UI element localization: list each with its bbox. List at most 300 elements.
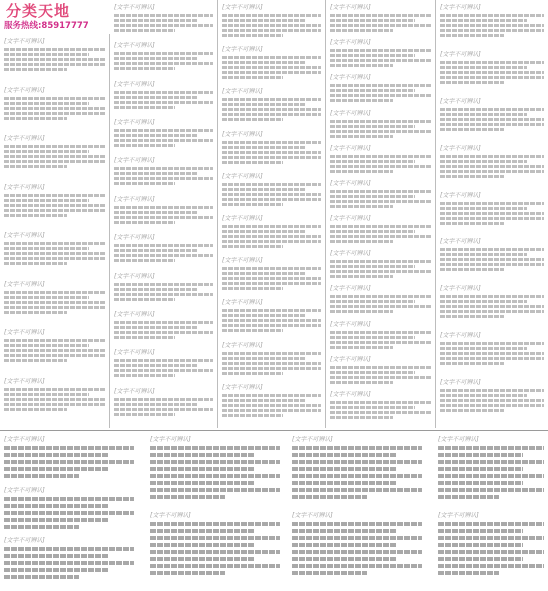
text-line-placeholder (330, 54, 415, 57)
classified-ad (114, 349, 213, 379)
text-line-placeholder (330, 310, 393, 313)
text-line-placeholder (330, 135, 393, 138)
text-line-placeholder (4, 68, 67, 71)
text-line-placeholder (330, 235, 431, 238)
text-line-placeholder (4, 453, 108, 457)
text-line-placeholder (330, 401, 431, 404)
text-line-placeholder (150, 495, 225, 499)
illegible-ad-text: [文字不可辨认] (330, 320, 371, 328)
text-line-placeholder (114, 283, 213, 286)
classified-ad (222, 131, 321, 166)
text-line-placeholder (438, 495, 499, 499)
text-line-placeholder (440, 409, 504, 412)
text-line-placeholder (150, 446, 280, 450)
illegible-notice-text: [文字不可辨认] (292, 436, 333, 443)
illegible-notice-text: [文字不可辨认] (4, 436, 45, 443)
text-line-placeholder (440, 71, 544, 74)
text-line-placeholder (330, 230, 415, 233)
illegible-ad-text: [文字不可辨认] (330, 215, 371, 222)
text-line-placeholder (222, 314, 305, 317)
text-line-placeholder (222, 414, 283, 417)
text-line-placeholder (330, 165, 431, 168)
text-line-placeholder (330, 64, 393, 67)
text-line-placeholder (114, 331, 213, 334)
classified-ad (330, 4, 431, 34)
text-line-placeholder (222, 225, 321, 228)
text-line-placeholder (114, 206, 213, 209)
text-line-placeholder (114, 134, 197, 137)
text-line-placeholder (222, 245, 283, 248)
text-line-placeholder (150, 453, 254, 457)
text-line-placeholder (330, 94, 431, 97)
illegible-ad-text: [文字不可辨认] (114, 387, 155, 395)
text-line-placeholder (438, 488, 544, 492)
text-line-placeholder (330, 240, 393, 243)
text-line-placeholder (4, 467, 108, 471)
classified-column (326, 0, 436, 428)
text-line-placeholder (440, 160, 527, 163)
text-line-placeholder (222, 188, 305, 191)
classified-ad (440, 4, 544, 39)
text-line-placeholder (114, 29, 175, 32)
public-notice (438, 436, 544, 502)
text-line-placeholder (114, 101, 213, 104)
text-line-placeholder (440, 347, 527, 350)
text-line-placeholder (292, 488, 422, 492)
classified-ad (330, 215, 431, 245)
illegible-ad-text: [文字不可辨认] (114, 349, 155, 357)
text-line-placeholder (222, 183, 321, 186)
text-line-placeholder (292, 543, 396, 547)
illegible-ad-text: [文字不可辨认] (222, 215, 263, 222)
text-line-placeholder (440, 263, 544, 266)
text-line-placeholder (222, 399, 305, 402)
text-line-placeholder (222, 34, 283, 37)
text-line-placeholder (330, 376, 431, 379)
illegible-ad-text: [文字不可辨认] (114, 272, 155, 280)
illegible-notice-text: [文字不可辨认] (4, 486, 45, 494)
text-line-placeholder (4, 554, 108, 558)
text-line-placeholder (440, 404, 544, 407)
illegible-ad-text: [文字不可辨认] (114, 157, 155, 165)
text-line-placeholder (440, 352, 544, 355)
text-line-placeholder (440, 362, 504, 365)
classified-ad (114, 81, 213, 111)
classified-ad (440, 145, 544, 180)
text-line-placeholder (440, 128, 504, 131)
text-line-placeholder (222, 61, 305, 64)
text-line-placeholder (292, 536, 422, 540)
public-notice (4, 436, 134, 481)
illegible-ad-text: [文字不可辨认] (114, 195, 155, 203)
text-line-placeholder (114, 359, 213, 362)
text-line-placeholder (440, 389, 544, 392)
illegible-ad-text: [文字不可辨认] (222, 88, 263, 96)
illegible-ad-text: [文字不可辨认] (330, 285, 371, 293)
text-line-placeholder (330, 336, 415, 339)
text-line-placeholder (440, 155, 544, 158)
illegible-ad-text: [文字不可辨认] (4, 38, 45, 45)
text-line-placeholder (114, 96, 197, 99)
classified-ad (4, 87, 105, 122)
illegible-ad-text: [文字不可辨认] (330, 179, 371, 187)
illegible-ad-text: [文字不可辨认] (330, 144, 371, 152)
text-line-placeholder (438, 571, 499, 575)
text-line-placeholder (150, 571, 225, 575)
classified-ad (330, 321, 431, 351)
illegible-ad-text: [文字不可辨认] (222, 172, 263, 180)
text-line-placeholder (330, 295, 431, 298)
text-line-placeholder (114, 24, 213, 27)
classified-ad (114, 119, 213, 149)
text-line-placeholder (114, 177, 213, 180)
public-notice (292, 436, 422, 502)
text-line-placeholder (4, 160, 105, 163)
illegible-ad-text: [文字不可辨认] (114, 80, 155, 88)
text-line-placeholder (222, 235, 321, 238)
masthead (0, 0, 118, 30)
illegible-ad-text: [文字不可辨认] (4, 135, 45, 142)
text-line-placeholder (4, 112, 105, 115)
text-line-placeholder (114, 182, 175, 185)
text-line-placeholder (222, 357, 305, 360)
text-line-placeholder (222, 394, 321, 397)
text-line-placeholder (4, 511, 134, 515)
illegible-ad-text: [文字不可辨认] (330, 109, 371, 117)
text-line-placeholder (4, 247, 89, 250)
classified-ad (330, 180, 431, 210)
illegible-notice-text: [文字不可辨认] (4, 537, 45, 545)
public-notice (4, 487, 134, 532)
text-line-placeholder (440, 399, 544, 402)
illegible-ad-text: [文字不可辨认] (440, 144, 481, 152)
text-line-placeholder (330, 200, 431, 203)
text-line-placeholder (114, 19, 197, 22)
classified-ad (4, 329, 105, 364)
text-line-placeholder (222, 272, 305, 275)
text-line-placeholder (330, 381, 393, 384)
classified-column (0, 34, 110, 428)
classified-ad (114, 234, 213, 264)
text-line-placeholder (440, 24, 544, 27)
text-line-placeholder (4, 107, 105, 110)
illegible-ad-text: [文字不可辨认] (440, 379, 481, 387)
text-line-placeholder (330, 170, 393, 173)
illegible-ad-text: [文字不可辨认] (440, 50, 481, 58)
text-line-placeholder (222, 19, 305, 22)
classified-ad (114, 311, 213, 341)
public-notice (438, 512, 544, 578)
illegible-notice-text: [文字不可辨认] (438, 512, 479, 519)
text-line-placeholder (222, 367, 321, 370)
text-line-placeholder (4, 262, 67, 265)
text-line-placeholder (330, 155, 431, 158)
text-line-placeholder (4, 474, 79, 478)
text-line-placeholder (330, 331, 431, 334)
text-line-placeholder (438, 474, 544, 478)
illegible-ad-text: [文字不可辨认] (222, 130, 263, 138)
classified-ad (222, 215, 321, 250)
text-line-placeholder (114, 129, 213, 132)
text-line-placeholder (330, 205, 393, 208)
illegible-ad-text: [文字不可辨认] (4, 86, 45, 94)
text-line-placeholder (440, 14, 544, 17)
text-line-placeholder (4, 165, 67, 168)
text-line-placeholder (4, 145, 105, 148)
classified-ad (330, 391, 431, 421)
text-line-placeholder (222, 362, 321, 365)
text-line-placeholder (438, 481, 523, 485)
illegible-ad-text: [文字不可辨认] (114, 310, 155, 318)
text-line-placeholder (438, 467, 523, 471)
text-line-placeholder (4, 388, 105, 391)
text-line-placeholder (4, 257, 105, 260)
text-line-placeholder (114, 293, 213, 296)
text-line-placeholder (150, 488, 280, 492)
text-line-placeholder (438, 564, 544, 568)
public-notice (150, 512, 280, 578)
text-line-placeholder (150, 564, 280, 568)
text-line-placeholder (222, 66, 321, 69)
text-line-placeholder (4, 306, 105, 309)
text-line-placeholder (222, 156, 321, 159)
classified-ad (114, 273, 213, 303)
text-line-placeholder (222, 14, 321, 17)
text-line-placeholder (330, 190, 431, 193)
text-line-placeholder (222, 118, 283, 121)
text-line-placeholder (438, 543, 523, 547)
text-line-placeholder (330, 125, 415, 128)
text-line-placeholder (4, 301, 105, 304)
text-line-placeholder (330, 130, 431, 133)
text-line-placeholder (114, 326, 197, 329)
text-line-placeholder (330, 366, 431, 369)
text-line-placeholder (292, 460, 422, 464)
text-line-placeholder (292, 446, 422, 450)
text-line-placeholder (222, 103, 305, 106)
text-line-placeholder (222, 404, 321, 407)
text-line-placeholder (330, 275, 393, 278)
text-line-placeholder (114, 139, 213, 142)
classified-ad (4, 184, 105, 219)
text-line-placeholder (222, 56, 321, 59)
text-line-placeholder (438, 529, 523, 533)
text-line-placeholder (4, 354, 105, 357)
text-line-placeholder (4, 403, 105, 406)
text-line-placeholder (150, 529, 254, 533)
text-line-placeholder (440, 113, 527, 116)
text-line-placeholder (330, 341, 431, 344)
text-line-placeholder (114, 249, 197, 252)
text-line-placeholder (114, 336, 175, 339)
text-line-placeholder (114, 259, 175, 262)
illegible-notice-text: [文字不可辨认] (150, 512, 191, 519)
text-line-placeholder (438, 557, 523, 561)
text-line-placeholder (114, 14, 213, 17)
text-line-placeholder (330, 14, 431, 17)
classified-ad (114, 388, 213, 418)
illegible-ad-text: [文字不可辨认] (330, 39, 371, 47)
text-line-placeholder (4, 252, 105, 255)
text-line-placeholder (4, 150, 89, 153)
illegible-ad-text: [文字不可辨认] (4, 280, 45, 288)
classified-ad (222, 342, 321, 377)
text-line-placeholder (440, 118, 544, 121)
text-line-placeholder (440, 175, 504, 178)
text-line-placeholder (150, 550, 280, 554)
text-line-placeholder (330, 49, 431, 52)
illegible-ad-text: [文字不可辨认] (114, 4, 155, 11)
text-line-placeholder (4, 504, 108, 508)
text-line-placeholder (150, 467, 254, 471)
text-line-placeholder (330, 270, 431, 273)
text-line-placeholder (440, 19, 527, 22)
text-line-placeholder (114, 254, 213, 257)
classified-column (110, 0, 218, 428)
text-line-placeholder (4, 48, 105, 51)
classified-ad (330, 39, 431, 69)
text-line-placeholder (438, 536, 544, 540)
text-line-placeholder (330, 89, 415, 92)
classified-ad (114, 42, 213, 72)
text-line-placeholder (4, 568, 108, 572)
text-line-placeholder (330, 371, 415, 374)
text-line-placeholder (4, 359, 67, 362)
text-line-placeholder (440, 76, 544, 79)
text-line-placeholder (114, 221, 175, 224)
text-line-placeholder (150, 460, 280, 464)
text-line-placeholder (330, 346, 393, 349)
classified-ad (114, 4, 213, 34)
illegible-ad-text: [文字不可辨认] (4, 329, 45, 336)
text-line-placeholder (114, 398, 213, 401)
text-line-placeholder (222, 108, 321, 111)
text-line-placeholder (440, 295, 544, 298)
text-line-placeholder (114, 62, 213, 65)
service-hotline: 服务热线:85917777 (4, 21, 89, 31)
text-line-placeholder (222, 409, 321, 412)
text-line-placeholder (330, 260, 431, 263)
text-line-placeholder (4, 97, 105, 100)
classified-ad (440, 98, 544, 133)
text-line-placeholder (440, 305, 544, 308)
text-line-placeholder (330, 24, 431, 27)
text-line-placeholder (440, 357, 544, 360)
text-line-placeholder (330, 300, 415, 303)
classified-ad (222, 46, 321, 81)
text-line-placeholder (222, 287, 283, 290)
text-line-placeholder (114, 298, 175, 301)
classified-ad (330, 250, 431, 280)
text-line-placeholder (114, 216, 213, 219)
text-line-placeholder (222, 193, 321, 196)
text-line-placeholder (330, 19, 415, 22)
text-line-placeholder (222, 151, 321, 154)
illegible-ad-text: [文字不可辨认] (330, 390, 371, 398)
classified-ad (330, 110, 431, 140)
illegible-notice-text: [文字不可辨认] (150, 436, 191, 443)
text-line-placeholder (114, 167, 213, 170)
classified-ad (4, 135, 105, 170)
text-line-placeholder (222, 98, 321, 101)
text-line-placeholder (438, 522, 544, 526)
text-line-placeholder (440, 300, 527, 303)
text-line-placeholder (4, 214, 67, 217)
text-line-placeholder (440, 108, 544, 111)
text-line-placeholder (440, 212, 544, 215)
text-line-placeholder (440, 217, 544, 220)
text-line-placeholder (440, 253, 527, 256)
text-line-placeholder (114, 211, 197, 214)
text-line-placeholder (440, 165, 544, 168)
public-notice (292, 512, 422, 578)
text-line-placeholder (4, 58, 105, 61)
classified-ad (330, 145, 431, 175)
text-line-placeholder (438, 550, 544, 554)
text-line-placeholder (222, 76, 283, 79)
text-line-placeholder (222, 309, 321, 312)
text-line-placeholder (114, 413, 175, 416)
text-line-placeholder (222, 282, 321, 285)
text-line-placeholder (438, 453, 523, 457)
classified-ad (4, 378, 105, 413)
text-line-placeholder (114, 172, 197, 175)
illegible-ad-text: [文字不可辨认] (222, 341, 263, 349)
text-line-placeholder (330, 29, 393, 32)
classified-column (218, 0, 326, 428)
text-line-placeholder (114, 244, 213, 247)
illegible-ad-text: [文字不可辨认] (4, 232, 45, 239)
text-line-placeholder (222, 71, 321, 74)
illegible-ad-text: [文字不可辨认] (222, 383, 263, 391)
text-line-placeholder (222, 24, 321, 27)
text-line-placeholder (114, 374, 175, 377)
classified-ad (440, 379, 544, 414)
illegible-ad-text: [文字不可辨认] (440, 191, 481, 199)
text-line-placeholder (222, 161, 283, 164)
text-line-placeholder (440, 34, 504, 37)
text-line-placeholder (292, 474, 422, 478)
classified-ad (222, 88, 321, 123)
text-line-placeholder (440, 202, 544, 205)
text-line-placeholder (330, 59, 431, 62)
text-line-placeholder (222, 141, 321, 144)
classified-ad (114, 196, 213, 226)
text-line-placeholder (4, 155, 105, 158)
text-line-placeholder (330, 305, 431, 308)
classified-ad (440, 332, 544, 367)
text-line-placeholder (114, 144, 175, 147)
text-line-placeholder (4, 398, 105, 401)
text-line-placeholder (4, 102, 89, 105)
text-line-placeholder (4, 446, 134, 450)
classified-ad (114, 157, 213, 187)
classified-ad (4, 38, 105, 73)
text-line-placeholder (222, 319, 321, 322)
illegible-ad-text: [文字不可辨认] (440, 4, 481, 11)
text-line-placeholder (440, 207, 527, 210)
text-line-placeholder (438, 446, 544, 450)
classified-ad (330, 356, 431, 386)
text-line-placeholder (440, 61, 544, 64)
text-line-placeholder (222, 203, 283, 206)
text-line-placeholder (114, 288, 197, 291)
text-line-placeholder (4, 561, 134, 565)
text-line-placeholder (222, 267, 321, 270)
illegible-ad-text: [文字不可辨认] (330, 355, 371, 363)
text-line-placeholder (292, 564, 422, 568)
text-line-placeholder (222, 352, 321, 355)
